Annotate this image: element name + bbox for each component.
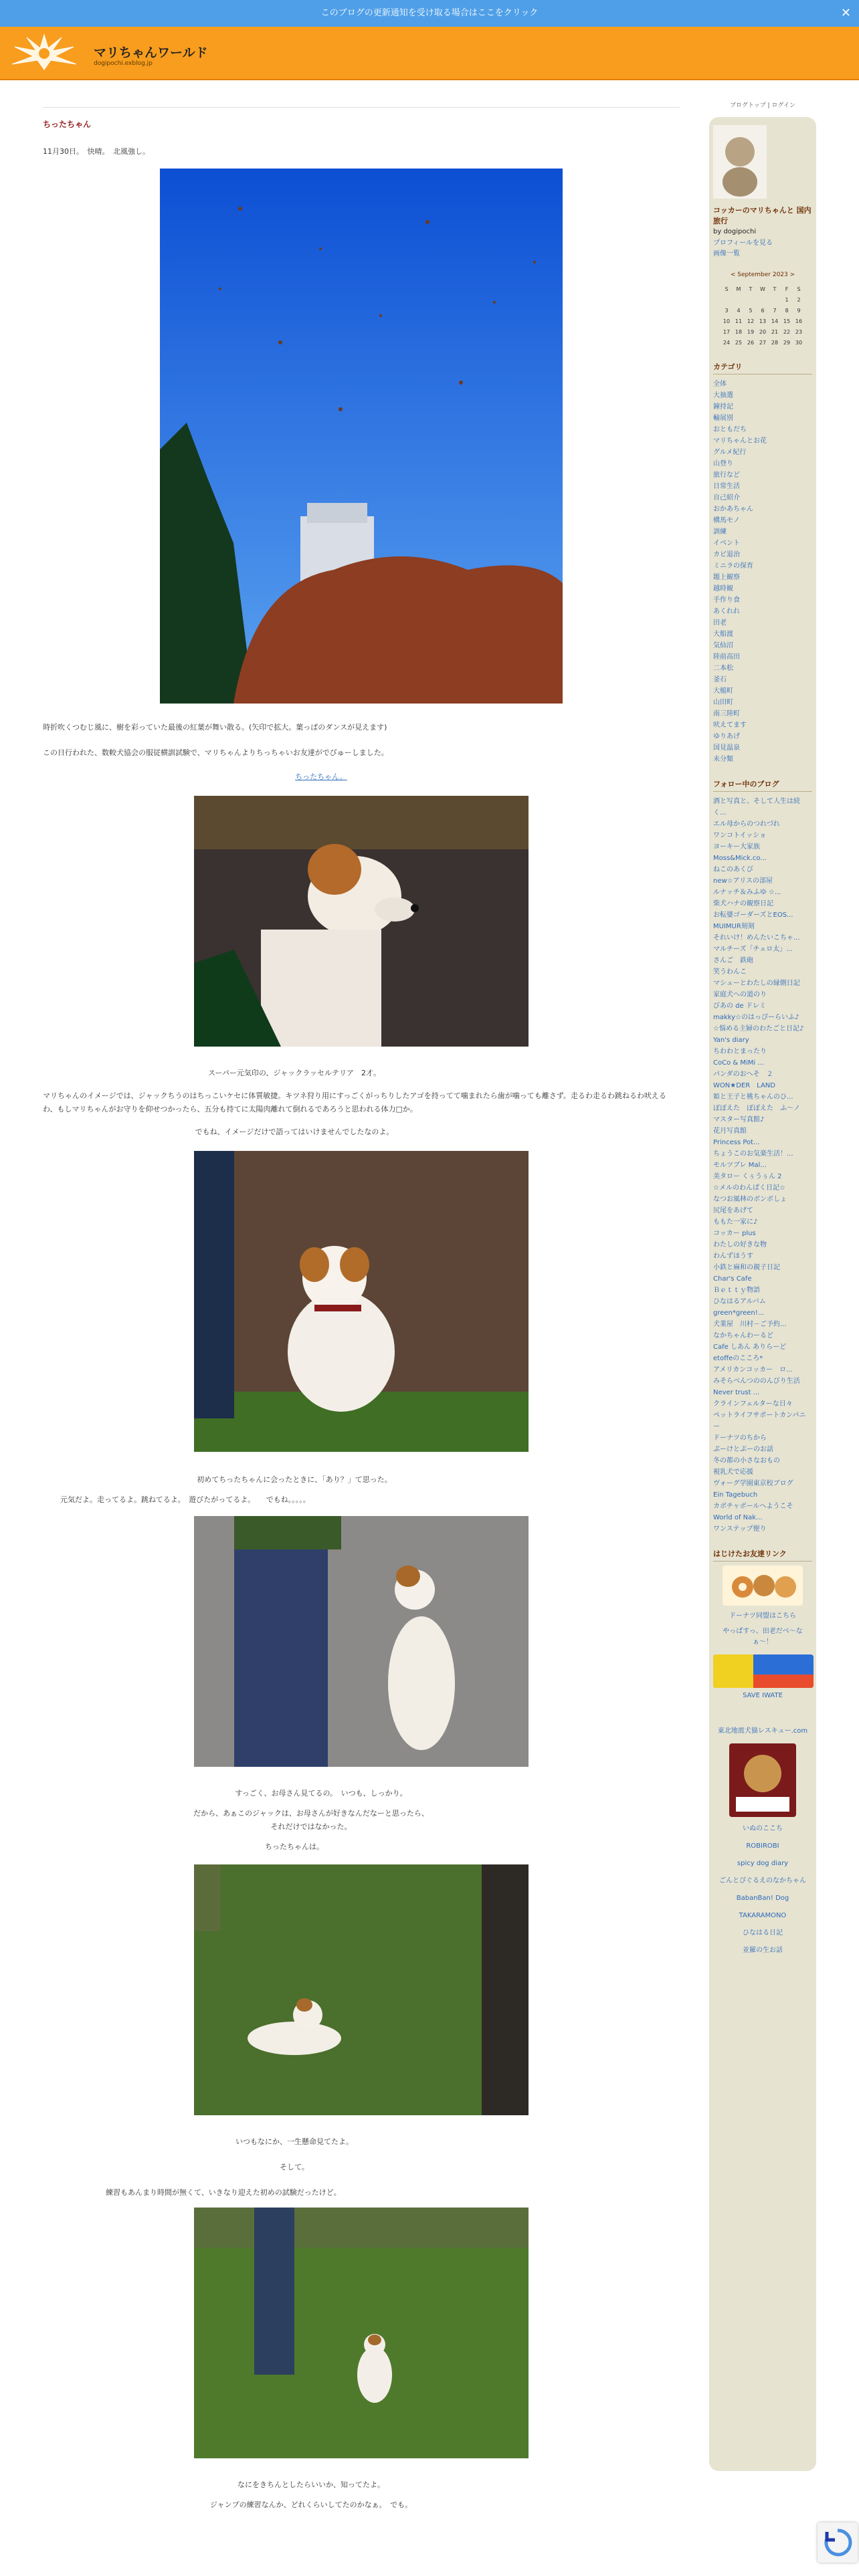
category-item[interactable]: 自己紹介 [713, 494, 740, 502]
profile-name: コッカーのマリちゃんと 国内旅行 [713, 206, 812, 225]
calendar-day[interactable]: 6 [761, 307, 765, 314]
follow-item[interactable]: ペットライフサポートカンパニー [713, 1412, 806, 1430]
calendar-day[interactable]: 10 [723, 318, 731, 324]
sidebar-box [709, 117, 816, 2471]
profile-link[interactable]: プロフィールを見る [713, 239, 773, 247]
category-item[interactable]: 二本松 [713, 665, 733, 672]
follow-item[interactable]: モルツブレ Mal... [713, 1162, 767, 1169]
post-paragraph: でもね、イメージだけで語ってはいけませんでしたなのよ。 [195, 1128, 394, 1136]
category-item[interactable]: 気仙沼 [713, 642, 733, 649]
donut-alliance-banner[interactable] [723, 1566, 803, 1606]
follow-item[interactable]: Never trust ... [713, 1389, 760, 1396]
banner-label[interactable]: ドーナツ同盟はこちら [729, 1612, 796, 1620]
post-title[interactable]: ちったちゃん [43, 120, 92, 129]
category-item[interactable]: カビ退治 [713, 551, 740, 558]
category-item[interactable]: 田老 [713, 619, 727, 627]
follow-item[interactable]: わんずほうす [713, 1253, 753, 1260]
calendar-day[interactable]: 27 [759, 339, 767, 346]
friend-link[interactable]: ひなはる日記 [743, 1929, 783, 1937]
follow-item[interactable]: ☆悩める主婦のわたごと日記♪ [713, 1025, 804, 1033]
follow-item[interactable]: ワンコトイッショ [713, 832, 767, 839]
follow-item[interactable]: ヨーキー大家族 [713, 843, 760, 851]
calendar-day-header: T [749, 286, 753, 292]
follow-item[interactable]: Ein Tagebuch [713, 1491, 758, 1499]
follow-item[interactable]: Cafe しあん ありらーど [713, 1344, 787, 1351]
follow-item[interactable]: エル母からのつれづれ [713, 821, 780, 828]
calendar-day[interactable]: 12 [747, 318, 755, 324]
image-list-link[interactable]: 画像一覧 [713, 250, 740, 257]
calendar-day[interactable]: 9 [797, 307, 801, 314]
post-paragraph: すっごく、お母さん見てるの。 いつも、しっかり。 [235, 1789, 407, 1798]
post-paragraph: ジャンプの練習なんか、どれくらいしてたのかなぁ。 でも。 [209, 2500, 413, 2509]
follow-item[interactable]: ひなはるアルバム [713, 1298, 766, 1305]
post-paragraph: スーパー元気印の、ジャックラッセルテリア 2才。 [207, 1069, 381, 1077]
calendar-day[interactable]: 2 [797, 296, 801, 303]
calendar-day-header: S [797, 286, 801, 292]
follow-item[interactable]: ちょうこのお気楽生活！... [713, 1150, 793, 1158]
post-paragraph: いつもなにか、一生懸命見てたよ。 [235, 2137, 353, 2146]
friend-link[interactable]: spicy dog diary [737, 1860, 789, 1867]
category-item[interactable]: 釜石 [713, 676, 727, 683]
photo-jack-russell-lying-grass[interactable] [194, 1864, 529, 2115]
category-item[interactable]: 未分類 [713, 756, 733, 763]
follow-item[interactable]: 小鉄と麻和の親子日記 [713, 1264, 780, 1271]
category-item[interactable]: イベント [713, 540, 740, 547]
category-item[interactable]: 大抽選 [713, 392, 733, 399]
post-paragraph: だから、あぁこのジャックは、お母さんが好きなんだなーと思ったら、 [193, 1809, 429, 1818]
post-date: 11月30日。 快晴。 北風強し。 [43, 147, 150, 156]
profile-author: by dogipochi [713, 228, 757, 235]
calendar-day [733, 294, 745, 305]
friend-link[interactable]: ごんとぴぐるえのなかちゃん [719, 1877, 806, 1885]
sidebar [709, 100, 816, 2471]
calendar-day[interactable]: 25 [735, 339, 743, 346]
link-list [713, 1824, 812, 1956]
category-item[interactable]: 輸展別 [713, 415, 733, 422]
category-item[interactable]: 訓練 [713, 528, 727, 536]
calendar-day [757, 294, 769, 305]
category-item[interactable]: 大槌町 [713, 687, 733, 695]
category-item[interactable]: マリちゃんとお花 [713, 437, 767, 445]
follow-item[interactable]: ちわわとまったり [713, 1048, 767, 1055]
calendar-day[interactable]: 16 [795, 318, 803, 324]
notification-text[interactable]: このブログの更新通知を受け取る場合はここをクリック [320, 8, 539, 18]
post-link[interactable]: ちったちゃん。 [295, 772, 347, 781]
banner-label[interactable]: SAVE IWATE [743, 1692, 783, 1699]
calendar-day[interactable]: 19 [747, 328, 755, 335]
follow-item[interactable]: Yan's diary [713, 1037, 749, 1044]
calendar-day[interactable]: 20 [759, 328, 767, 335]
calendar-day[interactable]: 29 [783, 339, 791, 346]
banner-text: やっぱすっ、田老だべ〜なぁ〜！ [723, 1628, 803, 1646]
calendar-day[interactable]: 7 [773, 307, 777, 314]
photo-sky-leaves[interactable] [160, 169, 563, 704]
photo-jack-russell-profile[interactable] [194, 796, 529, 1047]
follow-item[interactable]: etoffeのこころ* [713, 1355, 763, 1362]
dog-blog-banner[interactable] [729, 1743, 796, 1817]
follow-item[interactable]: 笑うわんこ [713, 968, 747, 976]
recaptcha-badge[interactable] [818, 2523, 858, 2563]
photo-jack-russell-looking-up[interactable] [194, 1516, 529, 1767]
rescue-link[interactable]: 東北地震犬猫レスキュー.com [717, 1727, 808, 1735]
follow-item[interactable]: ももた一家に♪ [713, 1218, 758, 1226]
blog-logo-icon[interactable] [8, 31, 80, 71]
follow-item[interactable]: コッカー plus [713, 1230, 756, 1237]
calendar-day[interactable]: 5 [749, 307, 753, 314]
notification-bar[interactable] [0, 0, 859, 27]
calendar-day[interactable]: 8 [785, 307, 789, 314]
follow-item[interactable]: さんご 鉄砲 [713, 957, 753, 964]
blog-top-login-link[interactable]: ブログトップ | ログイン [729, 102, 796, 109]
calendar-day [745, 294, 757, 305]
category-item[interactable]: 山登り [713, 460, 733, 467]
close-icon[interactable]: ✕ [840, 6, 851, 20]
save-iwate-banner[interactable] [713, 1654, 814, 1688]
category-item[interactable]: 日常生活 [713, 483, 740, 490]
follow-item[interactable]: WON★DER LAND [713, 1082, 775, 1089]
category-item[interactable]: 全体 [713, 381, 727, 388]
calendar-day[interactable]: 4 [737, 307, 741, 314]
follow-item[interactable]: 尻尾をあげて [713, 1207, 753, 1214]
calendar-day[interactable]: 3 [725, 307, 729, 314]
links-title: はじけたお友達リンク [713, 1548, 812, 1562]
follow-item[interactable]: 美タロー くぅうぅん 2 [713, 1173, 782, 1180]
friend-link[interactable]: いぬのここち [743, 1825, 783, 1832]
category-item[interactable]: グルメ紀行 [713, 449, 747, 456]
calendar-day[interactable]: 14 [771, 318, 779, 324]
follow-item[interactable]: ルナッチ＆みふゆ ☆... [713, 889, 781, 896]
follow-item[interactable]: 柴犬ハナの観察日記 [713, 900, 773, 907]
calendar-day[interactable]: 30 [795, 339, 803, 346]
calendar-day [769, 294, 781, 305]
follow-title: フォロー中のブログ [713, 778, 812, 792]
calendar-day[interactable]: 26 [747, 339, 755, 346]
post-paragraph: この日行われた、数較犬協会の服従横訓試験で、マリちゃんよりちっちゃいお友達がでびゅーしました。 [43, 748, 389, 757]
category-item[interactable]: あくれれ [713, 608, 740, 615]
category-item[interactable]: 手作り食 [713, 597, 740, 604]
category-item[interactable]: 南三陸町 [713, 710, 740, 718]
calendar-day-header: F [785, 286, 789, 292]
follow-item[interactable]: クラインフェルターな日々 [713, 1400, 793, 1408]
follow-item[interactable]: マシューとわたしの縁側日記 [713, 980, 800, 987]
follow-item[interactable]: Moss&Mick.co... [713, 855, 767, 862]
blog-header [0, 27, 859, 80]
category-item[interactable]: 大船渡 [713, 631, 733, 638]
post-content [43, 107, 680, 2512]
calendar-day[interactable]: 17 [723, 328, 731, 335]
follow-item[interactable]: マルチーズ「チェロ太」... [713, 946, 793, 953]
category-item[interactable]: 吠えてます [713, 722, 747, 729]
divider [43, 107, 680, 108]
follow-item[interactable]: びあの de ドレミ [713, 1002, 766, 1010]
calendar-day [721, 294, 733, 305]
post-paragraph: 練習もあんまり時間が無くて、いきなり迎えた初めの試験だったけど。 [106, 2188, 341, 2197]
blog-title[interactable]: マリちゃんワールド [94, 45, 208, 60]
follow-item[interactable]: CoCo & MiMi ... [713, 1059, 764, 1067]
follow-item[interactable]: green*green!... [713, 1309, 765, 1317]
follow-item[interactable]: 家庭犬への道のり [713, 991, 767, 998]
category-title: カテゴリ [713, 361, 812, 374]
post-paragraph: そして。 [280, 2163, 309, 2171]
friend-link[interactable]: TAKARAMONO [739, 1912, 787, 1919]
follow-item[interactable]: マスター写真館♪ [713, 1116, 765, 1123]
follow-item[interactable]: MUIMUR刻刻 [713, 923, 755, 930]
friend-link[interactable]: 並羅の生お話 [743, 1947, 783, 1954]
calendar-day[interactable]: 21 [771, 328, 779, 335]
category-item[interactable]: 鐘持記 [713, 403, 733, 411]
category-item[interactable]: おかあちゃん [713, 506, 753, 513]
post-paragraph: 時折吹くつむじ風に、樹を彩っていた最後の紅葉が舞い散る。(矢印で拡大。葉っぱのダンスが見えます) [43, 723, 387, 732]
category-item[interactable]: 題上観察 [713, 574, 740, 581]
post-paragraph: なにをきちんとしたらいいか、知ってたよ。 [237, 2480, 385, 2489]
follow-item[interactable]: 犬業屋 川村－ご予約... [713, 1321, 787, 1328]
calendar-day-header: W [760, 286, 765, 292]
follow-item[interactable]: ぷーけとぷーのお話 [713, 1446, 773, 1453]
calendar-day[interactable]: 11 [735, 318, 743, 324]
follow-item[interactable]: Char's Cafe [713, 1275, 752, 1283]
follow-item[interactable]: Princess Pot... [713, 1139, 760, 1146]
follow-item[interactable]: お転婆ゴーダーズとEOS... [713, 911, 793, 919]
follow-item[interactable]: ☆メルのわんぱく日記☆ [713, 1184, 785, 1192]
follow-item[interactable]: パンダのおへそ ２ [713, 1071, 773, 1078]
calendar-day[interactable]: 22 [783, 328, 791, 335]
calendar-day[interactable]: 28 [771, 339, 779, 346]
post-paragraph: マリちゃんのイメージでは、ジャックちうのはちっこいケセに体質敏捷。キツネ狩り用にすっごくがっちりしたアゴを持ってて噛まれたら歯が噛っても離さず。走るわ走るわ跳ねるわ吠えるわ、もしマリちゃんがお守りを仰せつかったら、五分も持てに太陽肉離れて倒れるであろうと思われる体力□か。 [43, 1091, 666, 1113]
category-list [713, 379, 812, 765]
photo-jack-russell-sitting[interactable] [194, 1151, 529, 1452]
category-item[interactable]: 国見温泉 [713, 744, 740, 752]
category-item[interactable]: 越時観 [713, 585, 733, 593]
calendar-day-header: T [773, 286, 777, 292]
calendar-day[interactable]: 15 [783, 318, 791, 324]
category-item[interactable]: 構馬モノ [713, 517, 740, 524]
photo-jack-russell-field[interactable] [194, 2208, 529, 2458]
follow-item[interactable]: ヴォーグ学園東京校ブログ [713, 1480, 793, 1487]
friend-link[interactable]: ROBIROBI [746, 1842, 779, 1850]
follow-item[interactable]: Ｂｅｔｔｙ物語 [713, 1287, 760, 1294]
category-item[interactable]: ゆりあげ [713, 733, 740, 740]
calendar-day[interactable]: 18 [735, 328, 743, 335]
follow-list [713, 796, 812, 1535]
category-item[interactable]: 陸前高田 [713, 653, 740, 661]
follow-item[interactable]: 酒と写真と、そして人生は続く... [713, 798, 800, 817]
blog-url: dogipochi.exblog.jp [94, 60, 153, 67]
post-paragraph: 初めてちったちゃんに会ったときに、「あり？」て思った。 [197, 1475, 392, 1484]
follow-item[interactable]: なつお風林のボンボしょ [713, 1196, 787, 1203]
follow-item[interactable]: 花月写真館 [713, 1128, 747, 1135]
follow-item[interactable]: ワンステップ便り [713, 1525, 767, 1533]
follow-item[interactable]: ねこのあくび [713, 866, 753, 873]
calendar-title[interactable]: < September 2023 > [730, 272, 795, 278]
follow-item[interactable]: 姫と王子と桃ちゃんのひ... [713, 1093, 793, 1101]
profile-avatar[interactable] [713, 125, 767, 199]
follow-item[interactable]: わたしの好きな物 [713, 1241, 767, 1249]
follow-item[interactable]: ドーナツのちから [713, 1434, 767, 1442]
calendar-day[interactable]: 24 [723, 339, 731, 346]
category-item[interactable]: ミニラの保育 [713, 562, 753, 570]
calendar-day[interactable]: 1 [785, 296, 789, 303]
calendar-day-header: M [736, 286, 741, 292]
follow-item[interactable]: カボチャボールへようこそ [713, 1503, 793, 1510]
follow-item[interactable]: みそらべんつののんびり生活 [713, 1378, 800, 1385]
follow-item[interactable]: それいけ！めんたいこちゃ... [713, 934, 800, 942]
category-item[interactable]: 山田町 [713, 699, 733, 706]
calendar-day[interactable]: 13 [759, 318, 767, 324]
calendar-day-header: S [725, 286, 729, 292]
post-paragraph: ちったちゃんは。 [265, 1842, 324, 1851]
follow-item[interactable]: new☆アリスの部屋 [713, 877, 773, 885]
post-paragraph: それだけではなかった。 [270, 1822, 352, 1831]
calendar [721, 284, 805, 348]
friend-link[interactable]: BabanBan! Dog [736, 1895, 789, 1902]
follow-item[interactable]: 冬の都の小さなおもの [713, 1457, 780, 1465]
category-item[interactable]: おともだち [713, 426, 747, 433]
category-item[interactable]: 旅行など [713, 471, 740, 479]
recaptcha-icon [818, 2523, 858, 2563]
calendar-day[interactable]: 23 [795, 328, 803, 335]
follow-item[interactable]: ぽぽえた ぽぽえた ふ～ノ [713, 1105, 800, 1112]
post-paragraph: 元気だよ。走ってるよ。跳ねてるよ。 遊びたがってるよ。 でもね。。。。。 [60, 1495, 310, 1504]
follow-item[interactable]: makky☆のはっぴーらいふ♪ [713, 1014, 799, 1021]
follow-item[interactable]: 視乳犬で応援 [713, 1469, 753, 1476]
follow-item[interactable]: World of Nak... [713, 1514, 763, 1521]
follow-item[interactable]: なかちゃんわーるど [713, 1332, 773, 1339]
follow-item[interactable]: アメリカンコッカー ロ... [713, 1366, 793, 1374]
